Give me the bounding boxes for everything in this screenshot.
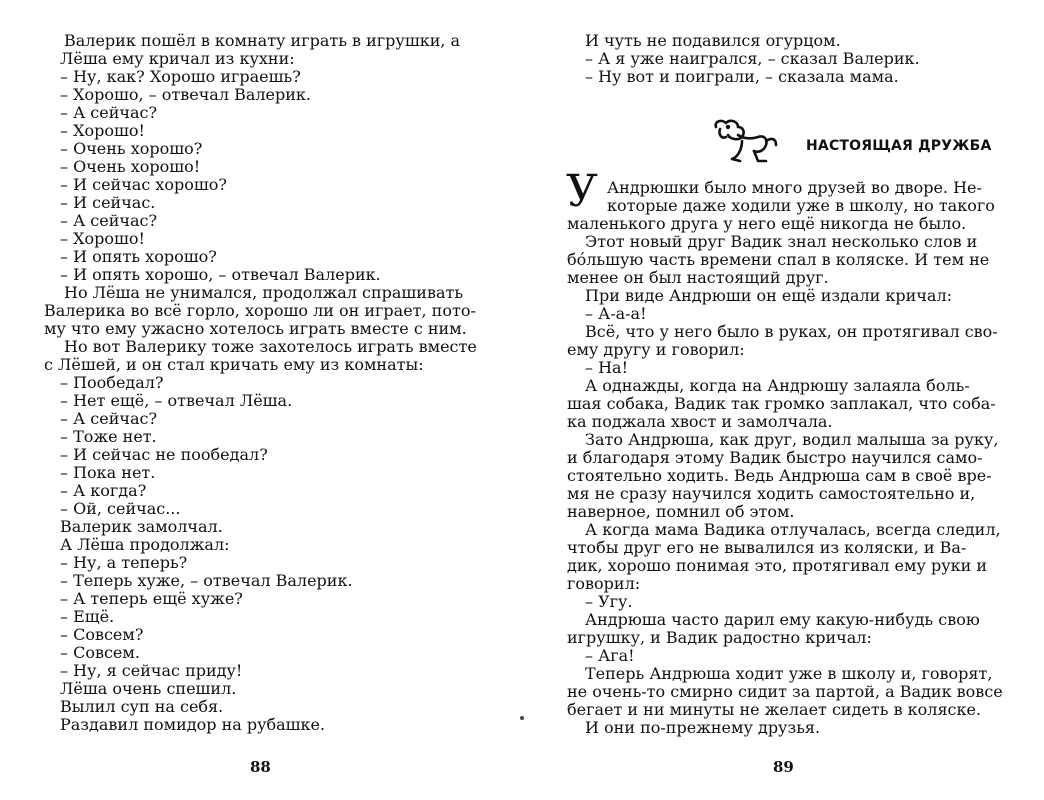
dialogue-line: – Хорошо! (60, 229, 145, 248)
dialogue-line: – Ну, а теперь? (60, 553, 188, 572)
dialogue-line: – А-а-а! (585, 304, 647, 323)
text-line: А однажды, когда на Андрюшу залаяла боль- (585, 376, 970, 395)
dialogue-line: – Пообедал? (60, 373, 164, 392)
dialogue-line: – Ну вот и поиграли, – сказала мама. (585, 67, 899, 86)
text-line: Лёша ему кричал из кухни: (60, 49, 295, 68)
text-line: чтобы друг его не вывалился из коляски, и Ва- (567, 538, 967, 557)
story-title: НАСТОЯЩАЯ ДРУЖБА (806, 138, 992, 154)
dialogue-line: – И опять хорошо, – отвечал Валерик. (60, 265, 381, 284)
dialogue-line: – Совсем? (60, 625, 144, 644)
dialogue-line: – Теперь хуже, – отвечал Валерик. (60, 571, 353, 590)
dialogue-line: – Угу. (585, 592, 633, 611)
dialogue-line: – Пока нет. (60, 463, 156, 482)
text-line: шая собака, Вадик так громко заплакал, что соба- (567, 394, 996, 413)
text-line: ему другу и говорил: (567, 340, 745, 359)
dialogue-line: – А я уже наигрался, – сказал Валерик. (585, 49, 920, 68)
text-line: Валерик замолчал. (60, 517, 223, 536)
text-line: и благодаря этому Вадик быстро научился само- (567, 448, 983, 467)
text-line: говорил: (567, 574, 641, 593)
dialogue-line: – Ага! (585, 646, 635, 665)
text-line: Лёша очень спешил. (60, 679, 237, 698)
dialogue-line: – Ещё. (60, 607, 115, 626)
text-line: дик, хорошо понимая это, протягивал ему руки и (567, 556, 988, 575)
text-line: которые даже ходили уже в школу, но такого (607, 196, 995, 215)
text-line: Раздавил помидор на рубашке. (60, 715, 326, 734)
dialogue-line: – А сейчас? (60, 211, 158, 230)
dialogue-line: – И сейчас. (60, 193, 156, 212)
dialogue-line: – Совсем. (60, 643, 140, 662)
dog-icon (708, 117, 780, 165)
text-line: Зато Андрюша, как друг, водил малыша за руку, (585, 430, 999, 449)
dialogue-line: – И сейчас хорошо? (60, 175, 227, 194)
text-line: Всё, что у него было в руках, он протягивал сво- (585, 322, 998, 341)
text-line: Теперь Андрюша ходит уже в школу и, говорят, (585, 664, 993, 683)
dialogue-line: – Хорошо, – отвечал Валерик. (60, 85, 311, 104)
dialogue-line: – На! (585, 358, 629, 377)
text-line: наверное, помнил об этом. (567, 502, 795, 521)
text-line: мя не сразу научился ходить самостоятельно и, (567, 484, 976, 503)
dialogue-line: – Очень хорошо! (60, 157, 201, 176)
text-line: Андрюша часто дарил ему какую-нибудь свою (585, 610, 980, 629)
dialogue-line: – Нет ещё, – отвечал Лёша. (60, 391, 293, 410)
text-line: А когда мама Вадика отлучалась, всегда следил, (585, 520, 1001, 539)
dialogue-line: – А сейчас? (60, 103, 158, 122)
drop-cap: У (566, 166, 598, 217)
text-line: бо́льшую часть времени спал в коляске. И тем не (567, 250, 990, 269)
text-line: с Лёшей, и он стал кричать ему из комнаты: (44, 355, 424, 374)
text-line: ка поджала хвост и замолчала. (567, 412, 833, 431)
dialogue-line: – А когда? (60, 481, 147, 500)
text-line: му что ему ужасно хотелось играть вместе с ним. (44, 319, 467, 338)
dialogue-line: – Хорошо! (60, 121, 145, 140)
text-line: Андрюшки было много друзей во дворе. Не- (607, 178, 982, 197)
page-number: 89 (773, 758, 794, 776)
text-line: бегает и ни минуты не желает сидеть в коляске. (567, 700, 982, 719)
text-line: не очень-то смирно сидит за партой, а Вадик вовсе (567, 682, 1003, 701)
page-number: 88 (250, 758, 271, 776)
dialogue-line: – Ну, как? Хорошо играешь? (60, 67, 301, 86)
text-line: Этот новый друг Вадик знал несколько слов и (585, 232, 978, 251)
text-line: игрушку, и Вадик радостно кричал: (567, 628, 872, 647)
gutter-speck (520, 716, 524, 720)
dialogue-line: – А сейчас? (60, 409, 158, 428)
dialogue-line: – Ой, сейчас... (60, 499, 181, 518)
dialogue-line: – Очень хорошо? (60, 139, 203, 158)
text-line: Но Лёша не унимался, продолжал спрашивать (64, 283, 464, 302)
dialogue-line: – Ну, я сейчас приду! (60, 661, 243, 680)
text-line: Но вот Валерику тоже захотелось играть вместе (64, 337, 477, 356)
text-line: А Лёша продолжал: (60, 535, 230, 554)
text-line: Валерика во всё горло, хорошо ли он играет, пото- (44, 301, 476, 320)
text-line: Валерик пошёл в комнату играть в игрушки, а (64, 31, 461, 50)
dialogue-line: – И опять хорошо? (60, 247, 217, 266)
dialogue-line: – И сейчас не пообедал? (60, 445, 268, 464)
text-line: И чуть не подавился огурцом. (585, 31, 841, 50)
text-line: Вылил суп на себя. (60, 697, 224, 716)
text-line: менее он был настоящий друг. (567, 268, 829, 287)
text-line: И они по-прежнему друзья. (585, 718, 821, 737)
text-line: маленького друга у него ещё никогда не было. (567, 214, 967, 233)
text-line: стоятельно ходить. Ведь Андрюша сам в своё вре- (567, 466, 992, 485)
dialogue-line: – А теперь ещё хуже? (60, 589, 243, 608)
text-line: При виде Андрюши он ещё издали кричал: (585, 286, 953, 305)
dialogue-line: – Тоже нет. (60, 427, 157, 446)
